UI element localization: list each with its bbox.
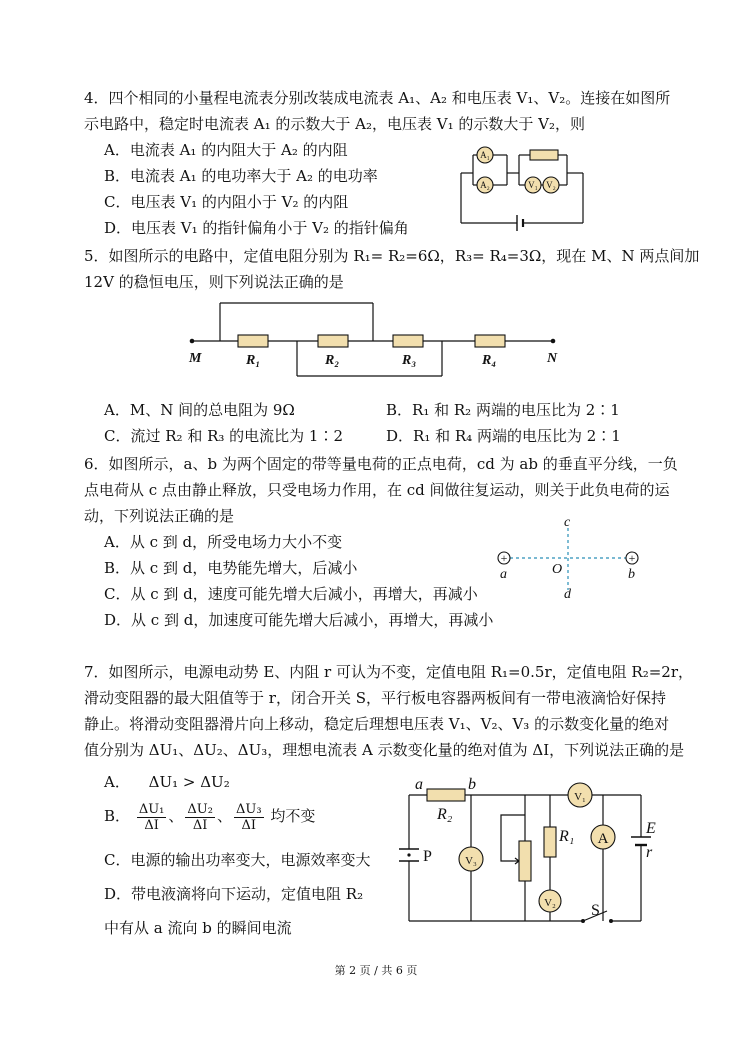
q7-stem-line4: 值分别为 ΔU₁、ΔU₂、ΔU₃，理想电流表 A 示数变化量的绝对值为 ΔI，下列说法正确的是 xyxy=(84,741,685,759)
q6-stem-line1: 6．如图所示，a、b 为两个固定的带等量电荷的正点电荷，cd 为 ab 的垂直平分线，一负 xyxy=(84,455,678,473)
q5-stem-line2: 12V 的稳恒电压，则下列说法正确的是 xyxy=(84,273,344,291)
q5-option-b: B．R₁ 和 R₂ 两端的电压比为 2∶1 xyxy=(386,401,620,419)
q7-option-a-expr: ΔU₁ > ΔU₂ xyxy=(148,773,230,791)
q7-circuit-diagram xyxy=(395,775,675,930)
q6-d-label: d xyxy=(564,587,571,602)
q5-option-d: D．R₁ 和 R₄ 两端的电压比为 2∶1 xyxy=(386,427,621,445)
q7-option-d-line1: D．带电液滴将向下运动，定值电阻 R₂ xyxy=(104,885,364,903)
q7-option-b: B． $\frac{\text{ΔU₁}}{\Delta I}$ 、 $\frac{\text{ΔU₂}}{\Delta I}$ 、 $\frac{\text{ΔU₃}}{\Delta I}$ 均不变 xyxy=(104,801,316,833)
q5-r3-label: R₃ xyxy=(402,353,417,368)
q7-a-label: a xyxy=(415,776,423,793)
q7-p-label: P xyxy=(423,848,432,865)
q6-stem-line3: 动，下列说法正确的是 xyxy=(84,507,235,525)
q4-option-b: B．电流表 A₁ 的电功率大于 A₂ 的电功率 xyxy=(104,167,378,185)
q7-stem-line1: 7．如图所示，电源电动势 E、内阻 r 可认为不变，定值电阻 R₁=0.5r，定值电阻 R₂=2r， xyxy=(84,663,693,681)
q6-plus-b: + xyxy=(628,551,636,565)
q7-frac-du2: $\frac{\text{ΔU₂}}{\Delta I}$ xyxy=(187,801,213,833)
q5-r1-label: R₁ xyxy=(246,353,261,368)
q4-v1-label: V₁ xyxy=(528,180,538,190)
q5-n-label: N xyxy=(547,351,558,366)
q7-frac-du3: $\frac{\text{ΔU₃}}{\Delta I}$ xyxy=(235,801,262,833)
q7-r1-label: R₁ xyxy=(559,828,575,845)
q6-stem-line2: 点电荷从 c 点由静止释放，只受电场力作用，在 cd 间做往复运动，则关于此负电荷的运 xyxy=(84,481,670,499)
q4-option-d: D．电压表 V₁ 的指针偏角小于 V₂ 的指针偏角 xyxy=(104,219,409,237)
q7-ammeter-label: A xyxy=(597,831,609,847)
q7-b-label: b xyxy=(468,776,476,793)
q7-r2-label: R₂ xyxy=(437,806,453,823)
q6-option-c: C．从 c 到 d，速度可能先增大后减小，再增大，再减小 xyxy=(104,585,478,603)
q7-frac-du1: $\frac{\text{ΔU₁}}{\Delta I}$ xyxy=(138,801,165,833)
q6-plus-a: + xyxy=(500,551,508,565)
q7-r-label: r xyxy=(646,844,653,861)
q4-stem-line1: 4．四个相同的小量程电流表分别改装成电流表 A₁、A₂ 和电压表 V₁、V₂。连接在如图所 xyxy=(84,89,671,107)
q7-stem-line2: 滑动变阻器的最大阻值等于 r，闭合开关 S，平行板电容器两板间有一带电液滴恰好保持 xyxy=(84,689,666,707)
page-number: 第 2 页 / 共 6 页 xyxy=(334,964,418,977)
q5-option-a: A．M、N 间的总电阻为 9Ω xyxy=(104,401,295,419)
q6-b-label: b xyxy=(628,567,635,582)
q7-option-d-line2: 中有从 a 流向 b 的瞬间电流 xyxy=(104,919,292,937)
q5-r4-label: R₄ xyxy=(482,353,497,368)
q5-option-c: C．流过 R₂ 和 R₃ 的电流比为 1∶2 xyxy=(104,427,344,445)
q7-v2-label: V₂ xyxy=(544,897,556,909)
q4-option-a: A．电流表 A₁ 的内阻大于 A₂ 的内阻 xyxy=(104,141,348,159)
q7-option-b-tail: 均不变 xyxy=(270,807,316,825)
q7-option-a-label: A． xyxy=(104,773,130,791)
q6-a-label: a xyxy=(500,567,507,582)
q7-option-c: C．电源的输出功率变大，电源效率变大 xyxy=(104,851,371,869)
q7-s-label: S xyxy=(591,902,600,919)
q5-m-label: M xyxy=(189,351,202,366)
q6-c-label: c xyxy=(564,515,571,530)
q6-charge-diagram xyxy=(490,512,650,602)
q4-a1-label: A₁ xyxy=(480,150,490,160)
q6-option-a: A．从 c 到 d，所受电场力大小不变 xyxy=(104,533,343,551)
q7-v3-label: V₃ xyxy=(465,855,477,867)
q4-circuit-diagram xyxy=(455,143,590,227)
q7-option-b-label: B． xyxy=(104,807,131,825)
q4-v2-label: V₂ xyxy=(546,180,556,190)
q6-option-d: D．从 c 到 d，加速度可能先增大后减小，再增大，再减小 xyxy=(104,611,494,629)
q5-stem-line1: 5．如图所示的电路中，定值电阻分别为 R₁= R₂=6Ω，R₃= R₄=3Ω，现在 M、N 两点间加 xyxy=(84,247,700,265)
q7-e-label: E xyxy=(646,820,656,837)
q4-option-c: C．电压表 V₁ 的内阻小于 V₂ 的内阻 xyxy=(104,193,349,211)
q6-o-label: O xyxy=(552,562,563,577)
q7-stem-line3: 静止。将滑动变阻器滑片向上移动，稳定后理想电压表 V₁、V₂、V₃ 的示数变化量的绝对 xyxy=(84,715,670,733)
q7-option-a xyxy=(104,772,230,792)
q7-v1-label: V₁ xyxy=(574,791,586,803)
q5-circuit-diagram xyxy=(180,298,580,378)
q6-option-b: B．从 c 到 d，电势能先增大，后减小 xyxy=(104,559,358,577)
q4-a2-label: A₂ xyxy=(480,180,490,190)
q4-stem-line2: 示电路中，稳定时电流表 A₁ 的示数大于 A₂，电压表 V₁ 的示数大于 V₂，则 xyxy=(84,115,585,133)
q5-r2-label: R₂ xyxy=(325,353,340,368)
